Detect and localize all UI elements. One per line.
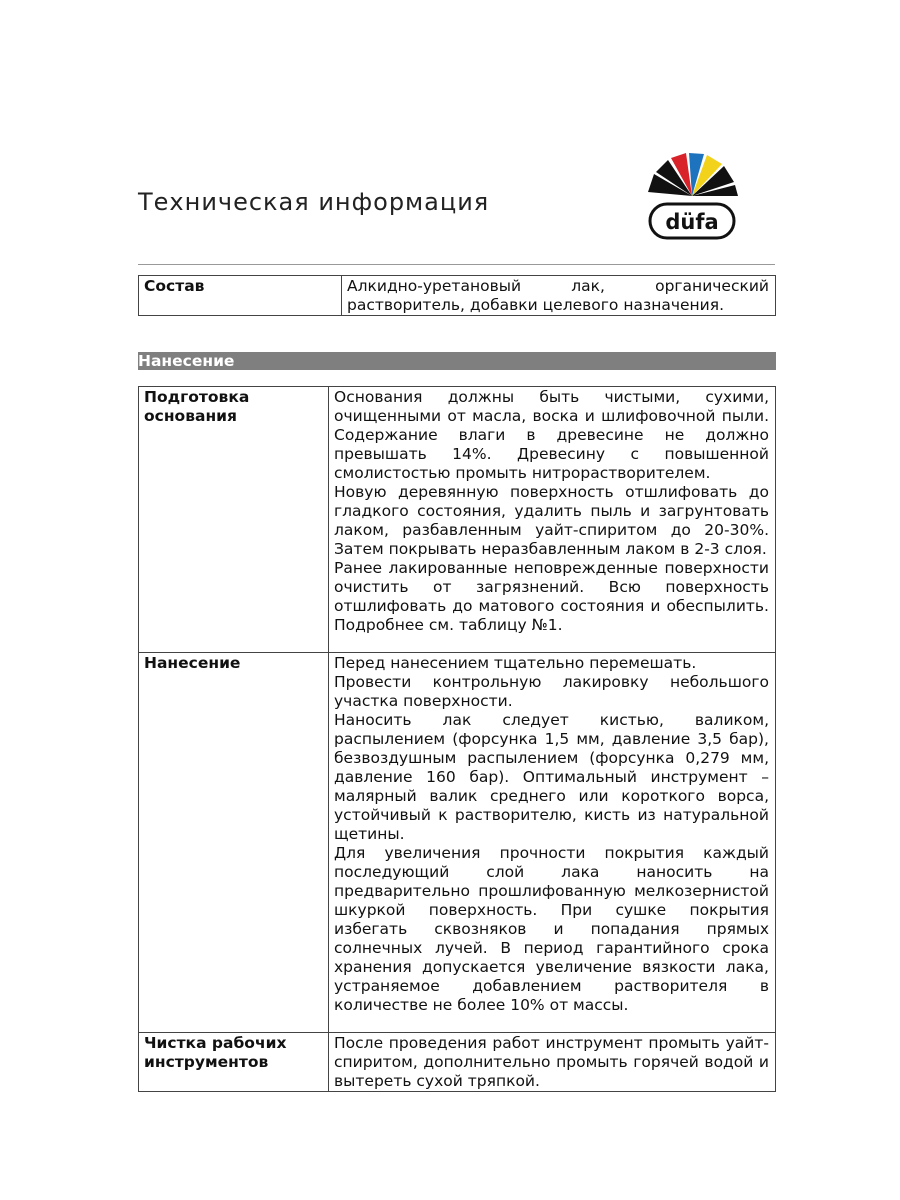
row-label-cleaning: Чистка рабочих инструментов bbox=[139, 1033, 329, 1092]
row-label-preparation: Подготовка основания bbox=[139, 387, 329, 653]
table-row bbox=[139, 1033, 776, 1092]
paragraph: Провести контрольную лакировку небольшого участка поверхности. bbox=[334, 673, 769, 710]
application-table bbox=[138, 386, 776, 1092]
header-divider bbox=[138, 264, 775, 265]
composition-label: Состав bbox=[139, 276, 342, 316]
paragraph: Наносить лак следует кистью, валиком, распылением (форсунка 1,5 мм, давление 3,5 бар), безвоздушным распылением (форсунка 0,279 мм, давление 160 бар). Оптимальный инструмент – малярный валик среднего или короткого ворса, устойчивый к растворителю, кисть из натуральной щетины. bbox=[334, 711, 769, 843]
paragraph: После проведения работ инструмент промыть уайт-спиритом, дополнительно промыть горячей водой и вытереть сухой тряпкой. bbox=[334, 1034, 769, 1090]
composition-table bbox=[138, 275, 776, 316]
page-title: Техническая информация bbox=[138, 188, 490, 216]
paragraph: Для увеличения прочности покрытия каждый последующий слой лака наносить на предварительно прошлифованную мелкозернистой шкуркой поверхность. При сушке покрытия избегать сквозняков и попадания прямых солнечных лучей. В период гарантийного срока хранения допускается увеличение вязкости лака, устраняемое добавлением растворителя в количестве не более 10% от массы. bbox=[334, 844, 769, 1014]
row-text-application bbox=[329, 653, 776, 1033]
composition-row bbox=[139, 276, 776, 316]
dufa-logo bbox=[646, 152, 738, 242]
composition-text: Алкидно-уретановый лак, органический растворитель, добавки целевого назначения. bbox=[342, 276, 776, 316]
paragraph: Основания должны быть чистыми, сухими, очищенными от масла, воска и шлифовочной пыли. Содержание влаги в древесине не должно превышать 14%. Древесину с повышенной смолистостью промыть нитрорастворителем. bbox=[334, 388, 769, 482]
paragraph: Перед нанесением тщательно перемешать. bbox=[334, 654, 697, 672]
table-row bbox=[139, 387, 776, 653]
table-row bbox=[139, 653, 776, 1033]
logo-text: düfa bbox=[665, 210, 719, 234]
paragraph: Новую деревянную поверхность отшлифовать до гладкого состояния, удалить пыль и загрунтовать лаком, разбавленным уайт-спиритом до 20-30%. Затем покрывать неразбавленным лаком в 2-3 слоя. bbox=[334, 483, 769, 558]
paragraph: Ранее лакированные неповрежденные поверхности очистить от загрязнений. Всю поверхность отшлифовать до матового состояния и обеспылить. Подробнее см. таблицу №1. bbox=[334, 559, 769, 634]
section-header bbox=[138, 352, 776, 370]
section-title: Нанесение bbox=[138, 352, 235, 370]
row-text-preparation bbox=[329, 387, 776, 653]
row-text-cleaning bbox=[329, 1033, 776, 1092]
row-label-application: Нанесение bbox=[139, 653, 329, 1033]
